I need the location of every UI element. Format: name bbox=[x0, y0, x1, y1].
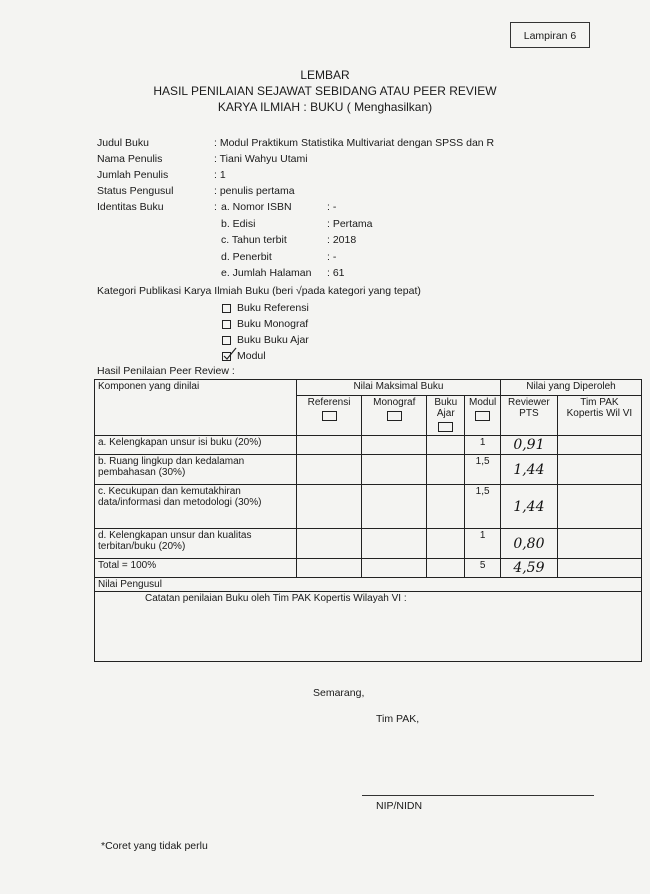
row-max: 1,5 bbox=[465, 455, 501, 485]
buku-ajar-label: Buku Ajar bbox=[434, 397, 458, 419]
checkbox-icon[interactable] bbox=[222, 336, 231, 345]
checkbox-icon[interactable] bbox=[222, 320, 231, 329]
judul-value: : Modul Praktikum Statistika Multivariat dengan SPSS dan R bbox=[214, 137, 495, 149]
doc-title-line1: LEMBAR bbox=[300, 68, 350, 82]
kategori-list bbox=[222, 300, 309, 364]
row-score: 1,44 bbox=[501, 485, 558, 529]
penerbit-value: : - bbox=[327, 251, 337, 263]
review-table bbox=[94, 379, 642, 662]
table-row bbox=[95, 485, 642, 529]
halaman-label: e. Jumlah Halaman bbox=[221, 267, 312, 279]
table-row bbox=[95, 436, 642, 455]
row-score: 1,44 bbox=[501, 455, 558, 485]
nilai-pengusul-label: Nilai Pengusul bbox=[95, 578, 642, 592]
nama-value: : Tiani Wahyu Utami bbox=[214, 153, 308, 165]
row-max: 1 bbox=[465, 436, 501, 455]
hasil-title: Hasil Penilaian Peer Review : bbox=[97, 365, 235, 377]
kategori-option-modul[interactable] bbox=[222, 348, 309, 364]
nip-label: NIP/NIDN bbox=[376, 800, 423, 812]
header-buku-ajar bbox=[427, 396, 465, 436]
coret-note: *Coret yang tidak perlu bbox=[101, 840, 208, 852]
table-row bbox=[95, 529, 642, 559]
kategori-option-label: Buku Referensi bbox=[237, 302, 309, 314]
row-max: 1 bbox=[465, 529, 501, 559]
checkbox-icon bbox=[322, 411, 337, 421]
header-monograf bbox=[362, 396, 427, 436]
kategori-option-monograf[interactable] bbox=[222, 316, 309, 332]
header-referensi bbox=[296, 396, 361, 436]
identitas-colon: : bbox=[214, 201, 217, 213]
row-label: d. Kelengkapan unsur dan kualitas terbitan/buku (20%) bbox=[95, 529, 297, 559]
total-score: 4,59 bbox=[501, 559, 558, 578]
nama-label: Nama Penulis bbox=[97, 153, 163, 165]
edisi-value: : Pertama bbox=[327, 218, 373, 230]
table-row bbox=[95, 455, 642, 485]
kategori-option-referensi[interactable] bbox=[222, 300, 309, 316]
jumlah-value: : 1 bbox=[214, 169, 226, 181]
checkbox-icon[interactable] bbox=[222, 304, 231, 313]
semarang-label: Semarang, bbox=[313, 687, 365, 699]
total-label: Total = 100% bbox=[95, 559, 297, 578]
lampiran-box: Lampiran 6 bbox=[510, 22, 590, 48]
jumlah-label: Jumlah Penulis bbox=[97, 169, 169, 181]
kategori-title: Kategori Publikasi Karya Ilmiah Buku (beri √pada kategori yang tepat) bbox=[97, 285, 421, 297]
doc-title-line2: HASIL PENILAIAN SEJAWAT SEBIDANG ATAU PEER REVIEW bbox=[153, 84, 497, 98]
isbn-value: : - bbox=[327, 201, 337, 213]
doc-title-line3: KARYA ILMIAH : BUKU ( Menghasilkan) bbox=[217, 100, 433, 114]
header-nilai-maksimal: Nilai Maksimal Buku bbox=[296, 380, 500, 396]
header-komponen: Komponen yang dinilai bbox=[95, 380, 297, 436]
catatan-label: Catatan penilaian Buku oleh Tim PAK Kopertis Wilayah VI : bbox=[95, 592, 642, 662]
tahun-value: : 2018 bbox=[327, 234, 357, 246]
total-row bbox=[95, 559, 642, 578]
row-max: 1,5 bbox=[465, 485, 501, 529]
signature-line bbox=[362, 795, 594, 796]
monograf-label: Monograf bbox=[373, 397, 416, 408]
row-label: b. Ruang lingkup dan kedalaman pembahasan (30%) bbox=[95, 455, 297, 485]
status-value: : penulis pertama bbox=[214, 185, 295, 197]
header-modul bbox=[465, 396, 501, 436]
penerbit-label: d. Penerbit bbox=[221, 251, 272, 263]
row-score: 0,91 bbox=[501, 436, 558, 455]
halaman-value: : 61 bbox=[327, 267, 345, 279]
kategori-option-label: Modul bbox=[237, 350, 266, 362]
edisi-label: b. Edisi bbox=[221, 218, 256, 230]
modul-label: Modul bbox=[468, 397, 497, 408]
checkbox-checked-icon bbox=[475, 411, 490, 421]
checkbox-checked-icon[interactable] bbox=[222, 352, 231, 361]
total-max: 5 bbox=[465, 559, 501, 578]
judul-label: Judul Buku bbox=[97, 137, 149, 149]
checkbox-icon bbox=[387, 411, 402, 421]
header-reviewer: Reviewer PTS bbox=[501, 396, 558, 436]
status-label: Status Pengusul bbox=[97, 185, 174, 197]
checkbox-icon bbox=[438, 422, 453, 432]
header-tim-pak: Tim PAK Kopertis Wil VI bbox=[557, 396, 641, 436]
row-label: c. Kecukupan dan kemutakhiran data/informasi dan metodologi (30%) bbox=[95, 485, 297, 529]
header-nilai-diperoleh: Nilai yang Diperoleh bbox=[501, 380, 642, 396]
referensi-label: Referensi bbox=[307, 397, 351, 408]
identitas-label: Identitas Buku bbox=[97, 201, 164, 213]
kategori-option-label: Buku Buku Ajar bbox=[237, 334, 309, 346]
row-label: a. Kelengkapan unsur isi buku (20%) bbox=[95, 436, 297, 455]
isbn-label: a. Nomor ISBN bbox=[221, 201, 292, 213]
nilai-pengusul-row bbox=[95, 578, 642, 592]
kategori-option-label: Buku Monograf bbox=[237, 318, 309, 330]
tim-pak-label: Tim PAK, bbox=[376, 713, 420, 725]
tahun-label: c. Tahun terbit bbox=[221, 234, 287, 246]
row-score: 0,80 bbox=[501, 529, 558, 559]
catatan-row bbox=[95, 592, 642, 662]
